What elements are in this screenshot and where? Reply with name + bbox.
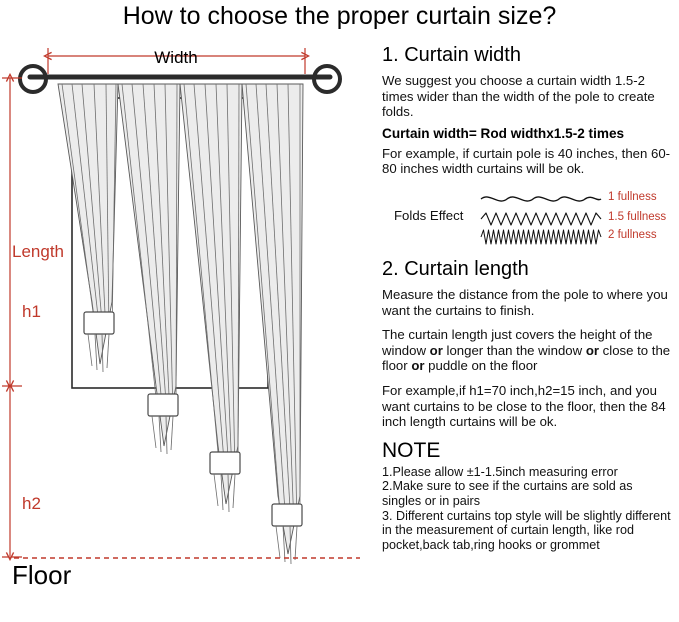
label-floor: Floor [12, 560, 72, 590]
section-heading-curtain-width: 1. Curtain width [382, 44, 521, 66]
curtain-length-paragraph-2 [382, 327, 674, 374]
length-p2-or3: or [411, 358, 425, 374]
folds-effect-group [382, 186, 674, 248]
fold-wave-3-icon [480, 228, 602, 246]
section-heading-note: NOTE [382, 438, 441, 462]
fold-caption-2: 1.5 fullness [608, 210, 667, 223]
curtain-width-formula: Curtain width= Rod widthx1.5-2 times [382, 125, 625, 141]
label-length: Length [12, 242, 64, 261]
length-p2-or1: or [429, 342, 443, 358]
label-h2: h2 [22, 494, 41, 513]
page-title: How to choose the proper curtain size? [122, 2, 557, 30]
label-h1: h1 [22, 302, 41, 321]
length-p2-c: close to the floor [382, 342, 671, 374]
vertical-dimensions [2, 78, 22, 557]
fabric-fringe [88, 334, 297, 564]
length-p2-b: longer than the window [442, 342, 586, 358]
fold-wave-2-icon [480, 210, 602, 228]
length-p2-or2: or [585, 342, 599, 358]
fold-caption-1: 1 fullness [608, 190, 657, 203]
note-item-3: 3. Different curtains top style will be slightly different in the measurement of curtain length, like rod pocket,back tab,ring hooks or grommet [382, 508, 671, 552]
length-p2-a: The curtain length just covers the height of the window [382, 327, 653, 358]
note-item-2: 2.Make sure to see if the curtains are sold as singles or in pairs [382, 479, 633, 508]
curtain-diagram-svg [0, 34, 372, 617]
folds-effect-label: Folds Effect [394, 207, 464, 223]
fold-wave-1-icon [480, 190, 602, 208]
curtain-width-paragraph-2: For example, if curtain pole is 40 inches, then 60-80 inches width curtains will be ok. [382, 145, 671, 177]
curtain-width-paragraph-1: We suggest you choose a curtain width 1.5-2 times wider than the width of the pole to create folds. [382, 73, 655, 120]
length-p2-d: puddle on the floor [424, 358, 538, 374]
label-width: Width [154, 48, 198, 67]
note-list [382, 465, 674, 553]
section-heading-curtain-length: 2. Curtain length [382, 257, 529, 280]
curtain-diagram [0, 34, 372, 617]
curtain-length-paragraph-1: Measure the distance from the pole to where you want the curtains to finish. [382, 286, 668, 318]
curtain-length-paragraph-3: For example,if h1=70 inch,h2=15 inch, and you want curtains to be close to the floor, then the 84 inch length curtains will be ok. [382, 382, 666, 430]
note-item-1: 1.Please allow ±1-1.5inch measuring error [382, 464, 618, 479]
fold-caption-3: 2 fullness [608, 228, 657, 241]
instructions-column [382, 44, 674, 552]
